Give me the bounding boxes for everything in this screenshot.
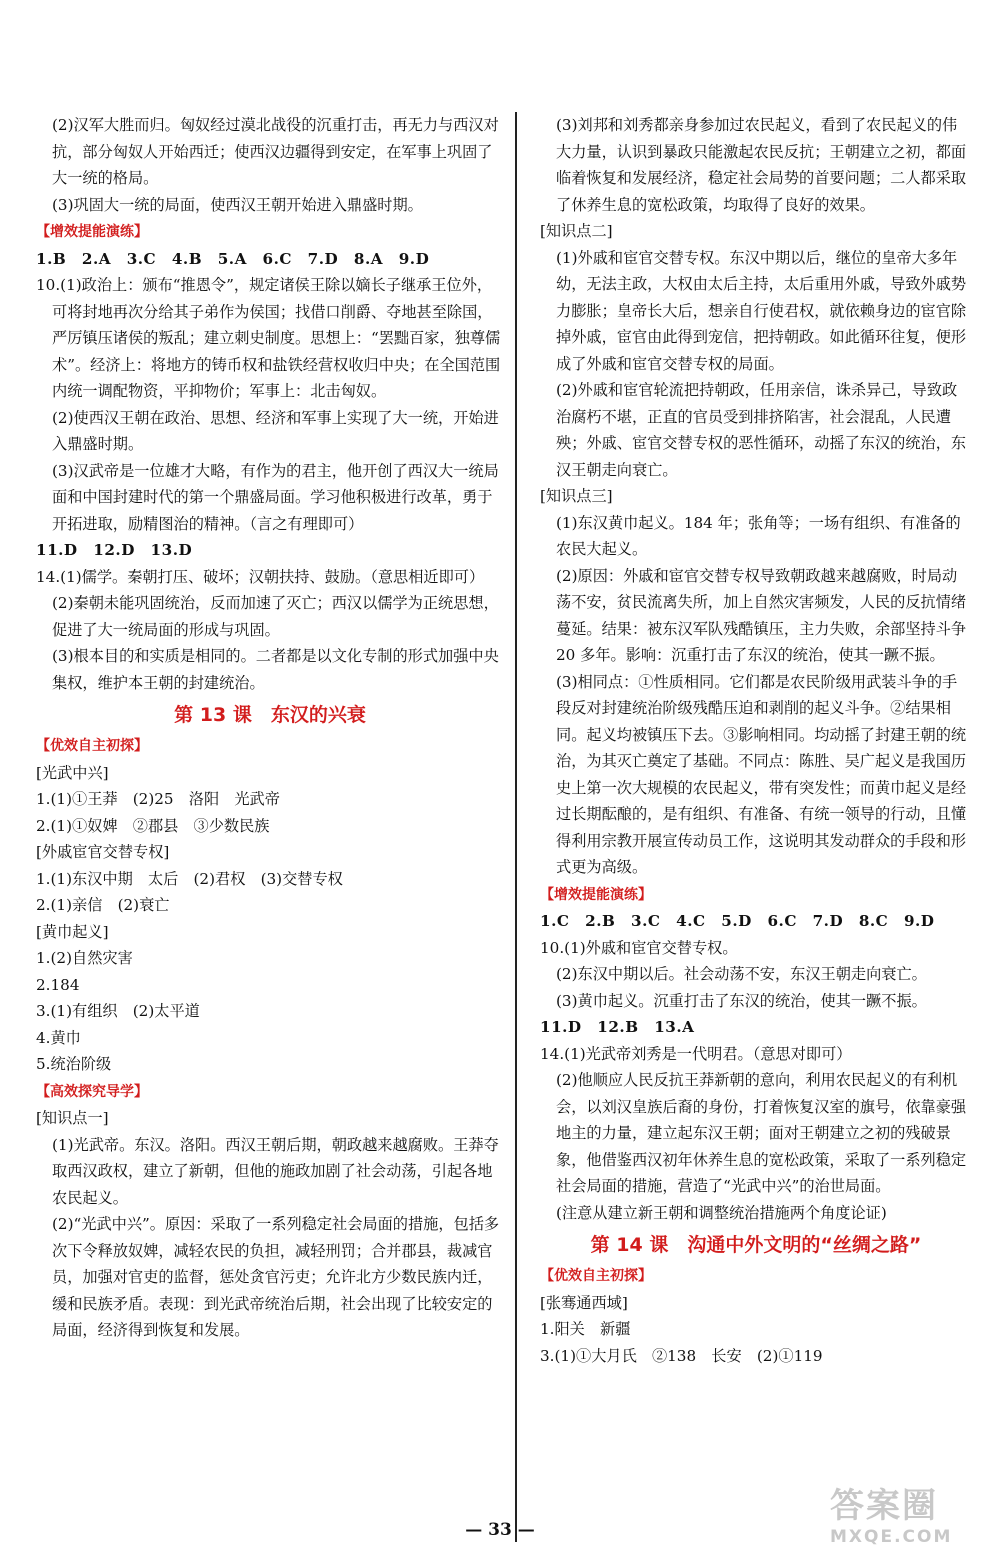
paragraph: 14.(1)儒学。秦朝打压、破坏；汉朝扶持、鼓励。（意思相近即可） (36, 567, 485, 586)
subsection-label: [知识点一] (36, 1109, 109, 1127)
answer-line: 1.(1)东汉中期 太后 (2)君权 (3)交替专权 (36, 869, 343, 888)
answer-line: 3.(1)①大月氏 ②138 长安 (2)①119 (540, 1346, 823, 1365)
answer-line: 1.B 2.A 3.C 4.B 5.A 6.C 7.D 8.A 9.D (36, 249, 430, 268)
answer-line: 2.(1)亲信 (2)衰亡 (36, 896, 170, 914)
subsection-label: [张骞通西域] (540, 1293, 628, 1312)
left-column (36, 112, 504, 1344)
watermark-logo (830, 1478, 980, 1558)
page-number: — 33 — (465, 1520, 535, 1540)
paragraph: 10.(1)政治上：颁布“推恩令”，规定诸侯王除以嫡长子继承王位外，可将封地再次分给其子弟作为侯国；找借口削爵、夺地甚至除国，严厉镇压诸侯的叛乱；建立刺史制度。思想上：“罢黜百家，独尊儒术”。经济上：将地方的铸币权和盐铁经营权收归中央；在全国范围内统一调配物资，平抑物价；军事上：北击匈奴。 (36, 276, 501, 400)
lesson-title: 第 13 课 东汉的兴衰 (174, 704, 366, 726)
answer-line: 1.(1)①王莽 (2)25 洛阳 光武帝 (36, 790, 280, 808)
section-heading: 【增效提能演练】 (540, 886, 652, 903)
watermark-text: 答案圈 (830, 1486, 938, 1526)
paragraph: (2)秦朝未能巩固统治，反而加速了灭亡；西汉以儒学为正统思想，促进了大一统局面的形成与巩固。 (52, 594, 499, 639)
answer-line: 2.184 (36, 975, 80, 994)
answer-line: 10.(1)外戚和宦官交替专权。 (540, 938, 738, 957)
subsection-label: [外戚宦官交替专权] (36, 843, 170, 861)
paragraph: (注意从建立新王朝和调整统治措施两个角度论证) (556, 1203, 887, 1222)
right-column (540, 112, 972, 1369)
subsection-label: [光武中兴] (36, 763, 109, 782)
paragraph: (3)汉武帝是一位雄才大略，有作为的君主，他开创了西汉大一统局面和中国封建时代的第一个鼎盛局面。学习他积极进行改革，勇于开拓进取，励精图治的精神。（言之有理即可） (52, 461, 499, 533)
column-divider (515, 112, 517, 1542)
answer-line: 11.D 12.B 13.A (540, 1018, 695, 1036)
answer-line: 1.(2)自然灾害 (36, 949, 133, 967)
section-heading: 【优效自主初探】 (540, 1268, 652, 1284)
answer-line: 4.黄巾 (36, 1028, 81, 1047)
answer-line: 14.(1)光武帝刘秀是一代明君。（意思对即可） (540, 1044, 852, 1063)
section-heading: 【高效探究导学】 (36, 1083, 148, 1100)
answer-line: 2.(1)①奴婢 ②郡县 ③少数民族 (36, 816, 270, 835)
answer-line: 1.C 2.B 3.C 4.C 5.D 6.C 7.D 8.C 9.D (540, 912, 935, 930)
answer-line: 3.(1)有组织 (2)太平道 (36, 1002, 200, 1020)
paragraph: (2)原因：外戚和宦官交替专权导致朝政越来越腐败，时局动荡不安，贫民流离失所，加上自然灾害频发，人民的反抗情绪蔓延。结果：被东汉军队残酷镇压，主力失败，余部坚持斗争 20 多年。影响：沉重打击了东汉的统治，使其一蹶不振。 (556, 566, 967, 664)
section-heading: 【增效提能演练】 (36, 224, 148, 240)
paragraph: (3)巩固大一统的局面，使西汉王朝开始进入鼎盛时期。 (52, 195, 423, 214)
subsection-label: [知识点二] (540, 222, 613, 240)
subsection-label: [黄巾起义] (36, 922, 109, 941)
answer-line: 5.统治阶级 (36, 1055, 112, 1073)
answer-line: 1.阳关 新疆 (540, 1320, 631, 1338)
lesson-title: 第 14 课 沟通中外文明的“丝绸之路” (590, 1234, 922, 1256)
paragraph: (2)使西汉王朝在政治、思想、经济和军事上实现了大一统，开始进入鼎盛时期。 (52, 408, 499, 453)
paragraph: (2)他顺应人民反抗王莽新朝的意向，利用农民起义的有利机会，以刘汉皇族后裔的身份，打着恢复汉室的旗号，依靠豪强地主的力量，建立起东汉王朝；面对王朝建立之初的残破景象，他借鉴西汉初年休养生息的宽松政策，采取了一系列稳定社会局面的措施，营造了“光武中兴”的治世局面。 (556, 1071, 967, 1195)
paragraph: (1)外戚和宦官交替专权。东汉中期以后，继位的皇帝大多年幼，无法主政，大权由太后主持，太后重用外戚，导致外戚势力膨胀；皇帝长大后，想亲自行使君权，就依赖身边的宦官除掉外戚，宦官由此得到宠信，把持朝政。如此循环往复，便形成了外戚和宦官交替专权的局面。 (556, 248, 967, 373)
paragraph: (2)汉军大胜而归。匈奴经过漠北战役的沉重打击，再无力与西汉对抗，部分匈奴人开始西迁；使西汉边疆得到安定，在军事上巩固了大一统的格局。 (52, 116, 499, 187)
answer-line: (3)黄巾起义。沉重打击了东汉的统治，使其一蹶不振。 (556, 991, 927, 1010)
paragraph: (1)光武帝。东汉。洛阳。西汉王朝后期，朝政越来越腐败。王莽夺取西汉政权，建立了新朝，但他的施政加剧了社会动荡，引起各地农民起义。 (52, 1135, 499, 1207)
paragraph: (2)外戚和宦官轮流把持朝政，任用亲信，诛杀异己，导致政治腐朽不堪，正直的官员受到排挤陷害，社会混乱，人民遭殃；外戚、宦官交替专权的恶性循环，动摇了东汉的统治，东汉王朝走向衰亡。 (556, 381, 967, 479)
subsection-label: [知识点三] (540, 487, 613, 505)
paragraph: (3)根本目的和实质是相同的。二者都是以文化专制的形式加强中央集权，维护本王朝的封建统治。 (52, 647, 499, 692)
watermark-url: MXQE.COM (830, 1527, 953, 1547)
paragraph: (2)“光武中兴”。原因：采取了一系列稳定社会局面的措施，包括多次下令释放奴婢，减轻农民的负担，减轻刑罚；合并郡县，裁减官员，加强对官吏的监督，惩处贪官污吏；允许北方少数民族内迁，缓和民族矛盾。表现：到光武帝统治后期，社会出现了比较安定的局面，经济得到恢复和发展。 (52, 1215, 500, 1339)
answer-line: 11.D 12.D 13.D (36, 541, 193, 559)
answer-line: (2)东汉中期以后。社会动荡不安，东汉王朝走向衰亡。 (556, 965, 927, 983)
paragraph: (3)相同点：①性质相同。它们都是农民阶级用武装斗争的手段反对封建统治阶级残酷压迫和剥削的起义斗争。②结果相同。起义均被镇压下去。③影响相同。均动摇了封建王朝的统治，为其灭亡奠定了基础。不同点：陈胜、吴广起义是我国历史上第一次大规模的农民起义，带有突发性；而黄巾起义是经过长期酝酿的，是有组织、有准备、有统一领导的行动，且懂得利用宗教开展宣传动员工作，这说明其发动群众的手段和形式更为高级。 (556, 672, 967, 876)
section-heading: 【优效自主初探】 (36, 738, 148, 754)
paragraph: (1)东汉黄巾起义。184 年；张角等；一场有组织、有准备的农民大起义。 (556, 513, 961, 558)
paragraph: (3)刘邦和刘秀都亲身参加过农民起义，看到了农民起义的伟大力量，认识到暴政只能激起农民反抗；王朝建立之初，都面临着恢复和发展经济，稳定社会局势的首要问题；二人都采取了休养生息的宽松政策，均取得了良好的效果。 (556, 116, 967, 214)
